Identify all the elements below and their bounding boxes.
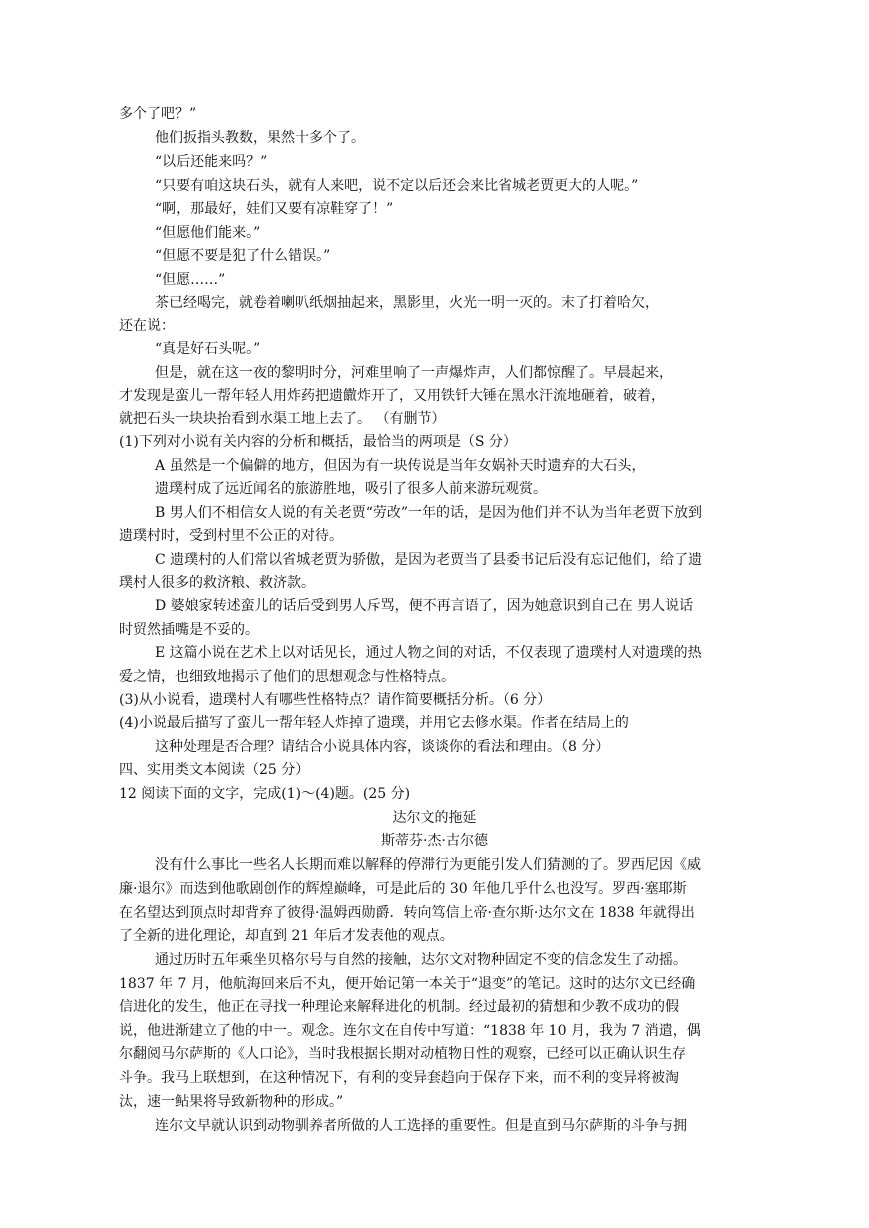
option-c: C 遗璞村的人们常以省城老贾为骄傲，是因为老贾当了县委书记后没有忘记他们，给了遗	[155, 552, 703, 568]
text-line: 廉·退尔》而迭到他歌剧创作的辉煌巅峰，可是此后的 30 年他几乎什么也没写。罗西·塞耶斯	[119, 881, 687, 897]
text-line: 就把石头一块块抬看到水渠工地上去了。 （有删节）	[119, 411, 446, 427]
text-line: 茶已经喝完，就卷着喇叭纸烟抽起来，黑影里，火光一明一灭的。末了打着哈欠，	[155, 295, 659, 311]
text-line: 斗争。我马上联想到，在这种情况下，有利的变异套趋向于保存下来，而不利的变异将被淘	[119, 1070, 679, 1086]
question-4-cont: 这种处理是否合理？请结合小说具体内容，谈谈你的看法和理由。（8 分）	[155, 739, 610, 755]
article-title: 达尔文的拖延	[392, 810, 477, 826]
option-e-cont: 爱之情，也细致地揭示了他们的思想观念与性格特点。	[119, 669, 455, 685]
text-line: “啊，那最好，娃们又要有凉鞋穿了！”	[155, 201, 394, 217]
option-b-cont: 遗璞村时，受到村里不公正的对待。	[119, 528, 343, 544]
option-d: D 婆娘家转述蛮儿的话后受到男人斥骂，便不再言语了，因为她意识到自己在 男人说话	[155, 598, 694, 614]
option-a: A 虽然是一个偏僻的地方，但因为有一块传说是当年女娲补天时遗弃的大石头，	[155, 458, 646, 474]
text-line: 1837 年 7 月，他航海回来后不丸，便开始记第一本关于“退变”的笔记。这时的达尔文已经确	[119, 976, 696, 992]
text-line: 说，他进渐建立了他的中一。观念。连尔文在自传中写道：“1838 年 10 月，我为 7 消遣，偶	[119, 1023, 701, 1039]
text-line: 他们扳指头教数，果然十多个了。	[155, 130, 365, 146]
text-line: “但愿……”	[155, 272, 226, 288]
option-e: E 这篇小说在艺术上以对话见长，通过人物之间的对话，不仅表现了遗璞村人对遗璞的热	[155, 645, 702, 661]
text-line: “以后还能来吗？”	[155, 154, 268, 170]
text-line: “真是好石头呢。”	[155, 341, 261, 357]
article-author: 斯蒂芬·杰·古尔德	[381, 833, 488, 849]
section-heading: 四、实用类文本阅读（25 分）	[119, 762, 310, 778]
option-d-cont: 时贸然插嘴是不妥的。	[119, 622, 259, 638]
option-a-cont: 遗璞村成了远近闻名的旅游胜地，吸引了很多人前来游玩观赏。	[155, 481, 547, 497]
text-line: 才发现是蛮儿一帮年轻人用炸药把遗饊炸开了，又用铁钎大锤在黑水汗流地砸着，破着，	[119, 388, 665, 404]
text-line: 信进化的发生，他正在寻找一种理论来解释进化的机制。经过最初的猜想和少教不成功的假	[119, 999, 679, 1015]
text-line: “只要有咱这块石头，就有人来吧，说不定以后还会来比省城老贾更大的人呢。”	[155, 178, 639, 194]
question-4: (4)小说最后描写了蛮儿一帮年轻人炸掉了遗璞，并用它去修水渠。作者在结局上的	[119, 715, 629, 731]
text-line: 但是，就在这一夜的黎明时分，河难里响了一声爆炸声，人们都惊醒了。早晨起来，	[155, 365, 673, 381]
option-c-cont: 璞村人很多的救济粮、救济款。	[119, 575, 315, 591]
text-line: 连尔文早就认识到动物驯养者所做的人工选择的重要性。但是直到马尔萨斯的斗争与拥	[155, 1118, 687, 1134]
text-line: “但愿不要是犯了什么错误。”	[155, 248, 331, 264]
text-line: 在名望达到顶点时却背弃了彼得·温姆西勋爵．转向笃信上帝·查尔斯·达尔文在 1838 年就得出	[119, 905, 695, 921]
text-line: 还在说：	[119, 318, 175, 334]
text-line: 汰，速一鲇果将导致新物种的形成。”	[119, 1094, 344, 1110]
question-3: (3)从小说看，遗璞村人有哪些性格特点？请作简要概括分析。（6 分）	[119, 692, 552, 708]
option-b: B 男人们不相信女人说的有关老贾“劳改”一年的话，是因为他们并不认为当年老贾下放到	[155, 505, 703, 521]
text-line: 通过历时五年乘坐贝格尔号与自然的接触，达尔文对物种固定不变的信念发生了动摇。	[155, 952, 687, 968]
text-line: 了全新的进化理论，却直到 21 年后才发表他的观点。	[119, 928, 454, 944]
question-12: 12 阅读下面的文字，完成(1)～(4)题。(25 分)	[119, 786, 411, 802]
text-line: 没有什么事比一些名人长期而难以解释的停滞行为更能引发人们猜测的了。罗西尼因《威	[155, 857, 701, 873]
question-1: (1)下列对小说有关内容的分析和概括，最恰当的两项是（S 分）	[119, 434, 517, 450]
text-line: 多个了吧？”	[119, 106, 197, 122]
text-line: “但愿他们能来。”	[155, 225, 261, 241]
text-line: 尔翻阅马尔萨斯的《人口论》，当时我根据长期对动植物日性的观察，已经可以正确认识生存	[119, 1046, 686, 1062]
